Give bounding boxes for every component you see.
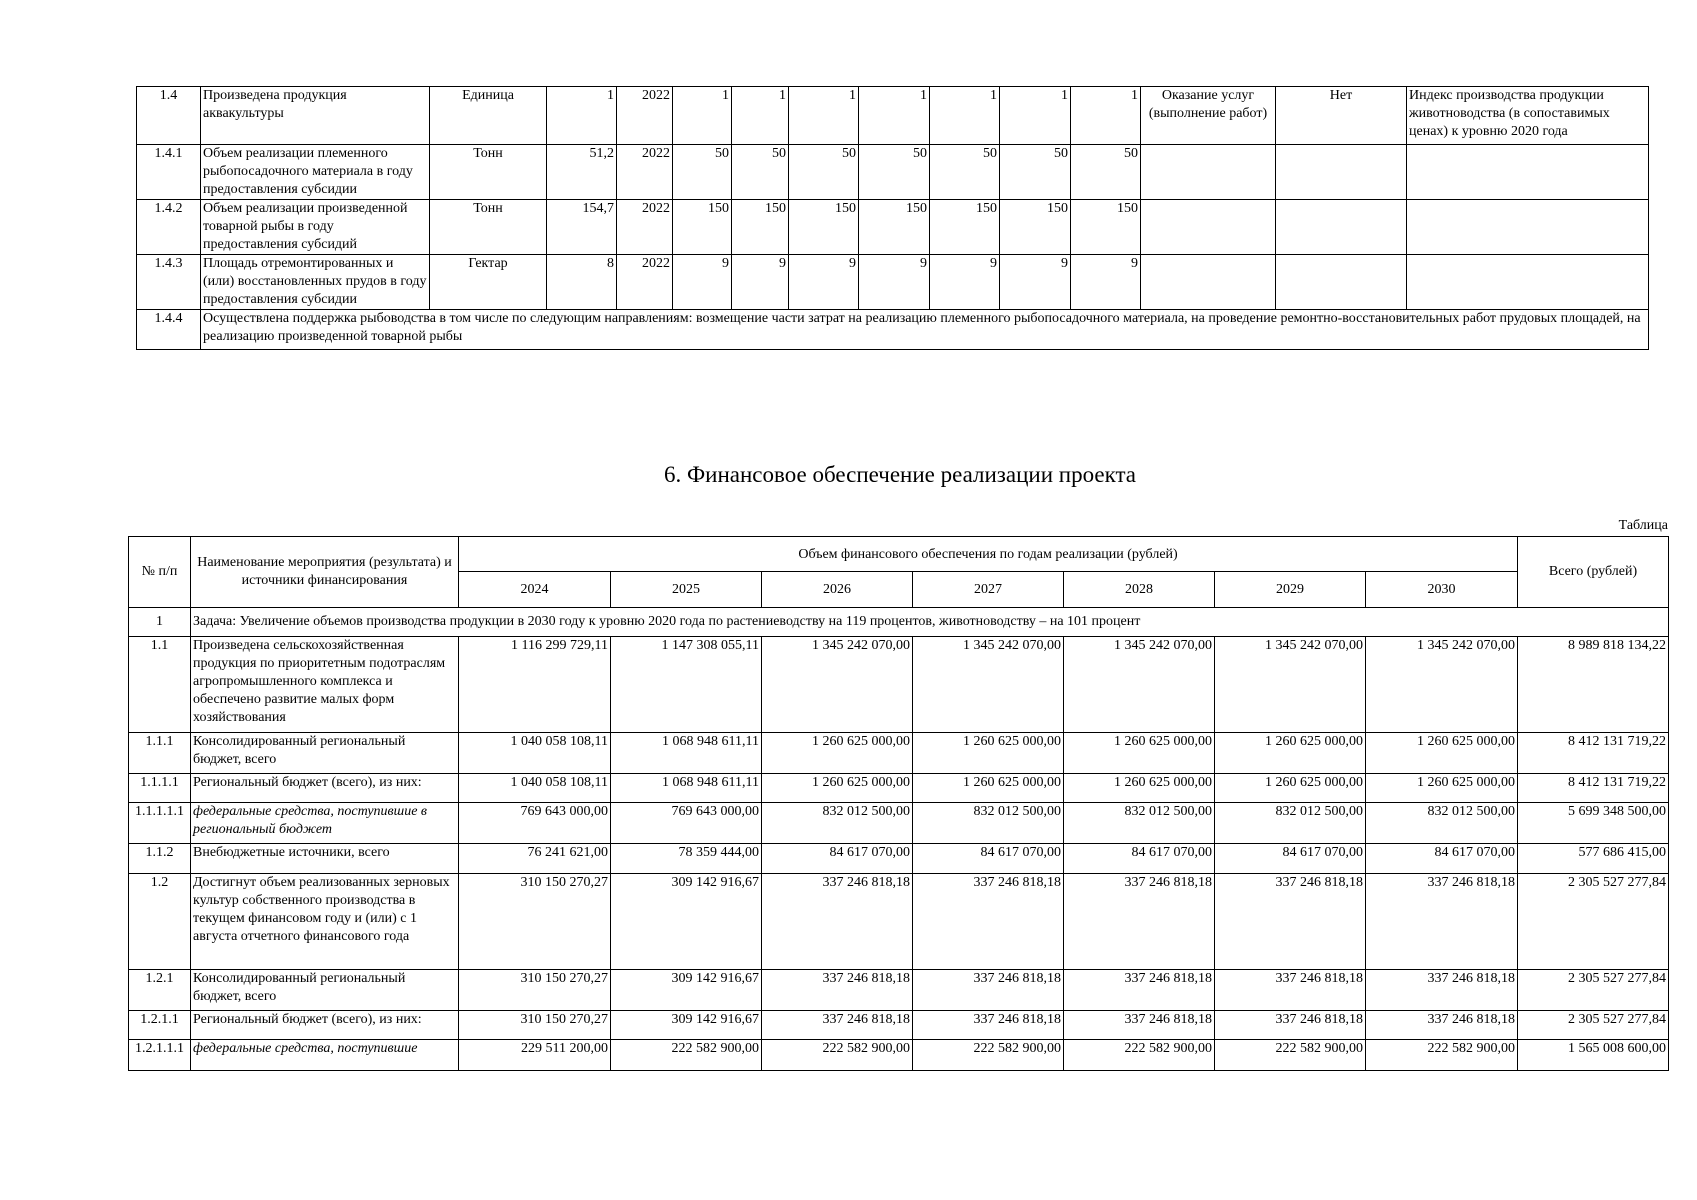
financing-total: 577 686 415,00: [1518, 844, 1669, 874]
indicator-year-value: 150: [673, 200, 732, 255]
financing-name: Консолидированный региональный бюджет, всего: [191, 970, 459, 1011]
financing-num: 1.2.1: [129, 970, 191, 1011]
financing-year-value: 84 617 070,00: [913, 844, 1064, 874]
indicator-unit: Тонн: [430, 200, 547, 255]
indicators-table: [136, 86, 1649, 350]
financing-year-value: 1 260 625 000,00: [1366, 774, 1518, 803]
financing-year-value: 1 260 625 000,00: [1064, 774, 1215, 803]
indicator-year-value: 50: [859, 145, 930, 200]
financing-name: Произведена сельскохозяйственная продукция по приоритетным подотраслям агропромышленного комплекса и обеспечено развитие малых форм хозяйствования: [191, 637, 459, 733]
financing-year-value: 222 582 900,00: [1064, 1040, 1215, 1071]
financing-name: Консолидированный региональный бюджет, всего: [191, 733, 459, 774]
financing-year-value: 84 617 070,00: [762, 844, 913, 874]
financing-year-value: 337 246 818,18: [1366, 970, 1518, 1011]
financing-year-value: 1 068 948 611,11: [611, 733, 762, 774]
financing-year-value: 309 142 916,67: [611, 1011, 762, 1040]
financing-num: 1.1.1: [129, 733, 191, 774]
indicator-year-value: 150: [789, 200, 859, 255]
financing-year-value: 1 345 242 070,00: [1366, 637, 1518, 733]
header-year: 2029: [1215, 572, 1366, 608]
indicator-year-value: 9: [673, 255, 732, 310]
financing-year-value: 310 150 270,27: [459, 970, 611, 1011]
indicator-row: [137, 87, 1649, 145]
financing-year-value: 309 142 916,67: [611, 970, 762, 1011]
indicator-row: [137, 145, 1649, 200]
header-group: Объем финансового обеспечения по годам реализации (рублей): [459, 537, 1518, 572]
indicator-year-value: 9: [732, 255, 789, 310]
indicator-flag: [1276, 145, 1407, 200]
financing-year-value: 337 246 818,18: [762, 874, 913, 970]
financing-total: 8 989 818 134,22: [1518, 637, 1669, 733]
indicator-row: [137, 255, 1649, 310]
header-name: Наименование мероприятия (результата) и источники финансирования: [191, 537, 459, 608]
indicator-base-value: 1: [547, 87, 617, 145]
indicator-num: 1.4.3: [137, 255, 201, 310]
financing-table: [128, 536, 1669, 1071]
financing-year-value: 1 147 308 055,11: [611, 637, 762, 733]
financing-year-value: 337 246 818,18: [913, 874, 1064, 970]
indicator-base-value: 51,2: [547, 145, 617, 200]
header-year: 2025: [611, 572, 762, 608]
financing-year-value: 1 345 242 070,00: [1064, 637, 1215, 733]
financing-row: [129, 774, 1669, 803]
indicator-num: 1.4.1: [137, 145, 201, 200]
financing-row: [129, 803, 1669, 844]
financing-year-value: 310 150 270,27: [459, 1011, 611, 1040]
financing-row: [129, 1011, 1669, 1040]
indicator-unit: Гектар: [430, 255, 547, 310]
task-num: 1: [129, 608, 191, 637]
financing-year-value: 832 012 500,00: [1064, 803, 1215, 844]
header-year: 2026: [762, 572, 913, 608]
financing-year-value: 1 260 625 000,00: [913, 774, 1064, 803]
financing-year-value: 1 260 625 000,00: [762, 774, 913, 803]
indicator-name: Объем реализации произведенной товарной рыбы в году предоставления субсидий: [201, 200, 430, 255]
financing-year-value: 84 617 070,00: [1366, 844, 1518, 874]
indicator-year-value: 9: [930, 255, 1000, 310]
indicator-year-value: 150: [930, 200, 1000, 255]
indicator-description: Осуществлена поддержка рыбоводства в том числе по следующим направлениям: возмещение части затрат на реализацию племенного рыбопосадочного материала, на проведение ремонтно-восстановительных работ прудовых площадей, на реализацию произведенной товарной рыбы: [201, 310, 1649, 350]
financing-year-value: 84 617 070,00: [1064, 844, 1215, 874]
indicator-base-year: 2022: [617, 145, 673, 200]
financing-row: [129, 733, 1669, 774]
financing-year-value: 222 582 900,00: [1366, 1040, 1518, 1071]
indicator-year-value: 50: [789, 145, 859, 200]
financing-year-value: 1 345 242 070,00: [1215, 637, 1366, 733]
financing-total: 1 565 008 600,00: [1518, 1040, 1669, 1071]
financing-year-value: 76 241 621,00: [459, 844, 611, 874]
indicator-year-value: 50: [1000, 145, 1071, 200]
indicator-index: [1407, 145, 1649, 200]
header-year: 2027: [913, 572, 1064, 608]
indicator-type: Оказание услуг (выполнение работ): [1141, 87, 1276, 145]
indicator-year-value: 9: [789, 255, 859, 310]
financing-row: [129, 637, 1669, 733]
financing-total: 8 412 131 719,22: [1518, 774, 1669, 803]
financing-year-value: 1 260 625 000,00: [1064, 733, 1215, 774]
header-row: [129, 537, 1669, 572]
financing-year-value: 310 150 270,27: [459, 874, 611, 970]
indicator-base-year: 2022: [617, 255, 673, 310]
indicator-year-value: 150: [732, 200, 789, 255]
financing-year-value: 309 142 916,67: [611, 874, 762, 970]
financing-row: [129, 844, 1669, 874]
financing-row: [129, 1040, 1669, 1071]
indicator-year-value: 150: [859, 200, 930, 255]
financing-year-value: 337 246 818,18: [1215, 874, 1366, 970]
indicator-index: Индекс производства продукции животноводства (в сопоставимых ценах) к уровню 2020 года: [1407, 87, 1649, 145]
indicator-type: [1141, 200, 1276, 255]
financing-year-value: 1 260 625 000,00: [762, 733, 913, 774]
indicator-year-value: 9: [1071, 255, 1141, 310]
indicator-year-value: 1: [859, 87, 930, 145]
financing-year-value: 337 246 818,18: [762, 1011, 913, 1040]
financing-year-value: 222 582 900,00: [913, 1040, 1064, 1071]
indicator-unit: Тонн: [430, 145, 547, 200]
financing-year-value: 832 012 500,00: [762, 803, 913, 844]
indicator-base-value: 8: [547, 255, 617, 310]
indicator-base-year: 2022: [617, 87, 673, 145]
financing-year-value: 337 246 818,18: [1215, 970, 1366, 1011]
indicator-flag: Нет: [1276, 87, 1407, 145]
financing-year-value: 1 345 242 070,00: [913, 637, 1064, 733]
indicator-year-value: 50: [1071, 145, 1141, 200]
indicator-index: [1407, 255, 1649, 310]
financing-year-value: 337 246 818,18: [1064, 1011, 1215, 1040]
section-title: 6. Финансовое обеспечение реализации проекта: [663, 462, 1136, 487]
indicator-year-value: 1: [789, 87, 859, 145]
header-num: № п/п: [129, 537, 191, 608]
header-year: 2030: [1366, 572, 1518, 608]
financing-year-value: 222 582 900,00: [762, 1040, 913, 1071]
financing-total: 2 305 527 277,84: [1518, 1011, 1669, 1040]
indicator-year-value: 9: [859, 255, 930, 310]
financing-row: [129, 874, 1669, 970]
indicator-year-value: 1: [1071, 87, 1141, 145]
indicator-year-value: 50: [732, 145, 789, 200]
financing-num: 1.1: [129, 637, 191, 733]
header-year: 2028: [1064, 572, 1215, 608]
indicator-year-value: 50: [930, 145, 1000, 200]
financing-year-value: 337 246 818,18: [1215, 1011, 1366, 1040]
financing-year-value: 222 582 900,00: [1215, 1040, 1366, 1071]
indicator-index: [1407, 200, 1649, 255]
financing-year-value: 769 643 000,00: [611, 803, 762, 844]
indicator-type: [1141, 145, 1276, 200]
table-note: Таблица: [1618, 518, 1668, 533]
indicator-name: Произведена продукция аквакультуры: [201, 87, 430, 145]
financing-num: 1.2.1.1.1: [129, 1040, 191, 1071]
indicator-year-value: 1: [732, 87, 789, 145]
financing-year-value: 337 246 818,18: [1366, 874, 1518, 970]
financing-total: 2 305 527 277,84: [1518, 970, 1669, 1011]
indicator-name: Объем реализации племенного рыбопосадочного материала в году предоставления субсидии: [201, 145, 430, 200]
indicator-flag: [1276, 200, 1407, 255]
financing-name: федеральные средства, поступившие в региональный бюджет: [191, 803, 459, 844]
financing-year-value: 78 359 444,00: [611, 844, 762, 874]
indicator-year-value: 1: [1000, 87, 1071, 145]
indicator-unit: Единица: [430, 87, 547, 145]
financing-year-value: 84 617 070,00: [1215, 844, 1366, 874]
financing-year-value: 337 246 818,18: [913, 970, 1064, 1011]
financing-year-value: 1 260 625 000,00: [1215, 774, 1366, 803]
financing-name: федеральные средства, поступившие: [191, 1040, 459, 1071]
financing-year-value: 1 116 299 729,11: [459, 637, 611, 733]
financing-num: 1.1.1.1.1: [129, 803, 191, 844]
financing-year-value: 222 582 900,00: [611, 1040, 762, 1071]
indicator-num: 1.4: [137, 87, 201, 145]
financing-year-value: 832 012 500,00: [1215, 803, 1366, 844]
financing-name: Региональный бюджет (всего), из них:: [191, 1011, 459, 1040]
indicator-base-year: 2022: [617, 200, 673, 255]
financing-num: 1.1.2: [129, 844, 191, 874]
indicator-base-value: 154,7: [547, 200, 617, 255]
financing-year-value: 769 643 000,00: [459, 803, 611, 844]
indicator-flag: [1276, 255, 1407, 310]
financing-year-value: 1 040 058 108,11: [459, 774, 611, 803]
indicator-row: [137, 200, 1649, 255]
task-row: [129, 608, 1669, 637]
financing-name: Достигнут объем реализованных зерновых культур собственного производства в текущем финансовом году и (или) с 1 августа отчетного финансового года: [191, 874, 459, 970]
financing-num: 1.2: [129, 874, 191, 970]
financing-year-value: 337 246 818,18: [762, 970, 913, 1011]
header-year: 2024: [459, 572, 611, 608]
financing-year-value: 229 511 200,00: [459, 1040, 611, 1071]
financing-total: 5 699 348 500,00: [1518, 803, 1669, 844]
header-total: Всего (рублей): [1518, 537, 1669, 608]
financing-year-value: 1 068 948 611,11: [611, 774, 762, 803]
financing-year-value: 1 345 242 070,00: [762, 637, 913, 733]
financing-year-value: 1 260 625 000,00: [1366, 733, 1518, 774]
financing-total: 8 412 131 719,22: [1518, 733, 1669, 774]
financing-num: 1.2.1.1: [129, 1011, 191, 1040]
indicator-year-value: 1: [673, 87, 732, 145]
task-text: Задача: Увеличение объемов производства продукции в 2030 году к уровню 2020 года по растениеводству на 119 процентов, животноводству – на 101 процент: [191, 608, 1669, 637]
financing-num: 1.1.1.1: [129, 774, 191, 803]
financing-year-value: 832 012 500,00: [1366, 803, 1518, 844]
indicator-row: [137, 310, 1649, 350]
financing-year-value: 337 246 818,18: [1064, 970, 1215, 1011]
financing-row: [129, 970, 1669, 1011]
indicator-name: Площадь отремонтированных и (или) восстановленных прудов в году предоставления субсидии: [201, 255, 430, 310]
financing-year-value: 1 040 058 108,11: [459, 733, 611, 774]
financing-year-value: 1 260 625 000,00: [913, 733, 1064, 774]
indicator-year-value: 1: [930, 87, 1000, 145]
indicator-year-value: 50: [673, 145, 732, 200]
financing-total: 2 305 527 277,84: [1518, 874, 1669, 970]
indicator-year-value: 150: [1071, 200, 1141, 255]
financing-name: Региональный бюджет (всего), из них:: [191, 774, 459, 803]
financing-year-value: 337 246 818,18: [913, 1011, 1064, 1040]
financing-year-value: 832 012 500,00: [913, 803, 1064, 844]
financing-year-value: 1 260 625 000,00: [1215, 733, 1366, 774]
indicator-num: 1.4.4: [137, 310, 201, 350]
financing-year-value: 337 246 818,18: [1064, 874, 1215, 970]
indicator-type: [1141, 255, 1276, 310]
indicator-year-value: 150: [1000, 200, 1071, 255]
financing-name: Внебюджетные источники, всего: [191, 844, 459, 874]
indicator-num: 1.4.2: [137, 200, 201, 255]
indicator-year-value: 9: [1000, 255, 1071, 310]
financing-year-value: 337 246 818,18: [1366, 1011, 1518, 1040]
